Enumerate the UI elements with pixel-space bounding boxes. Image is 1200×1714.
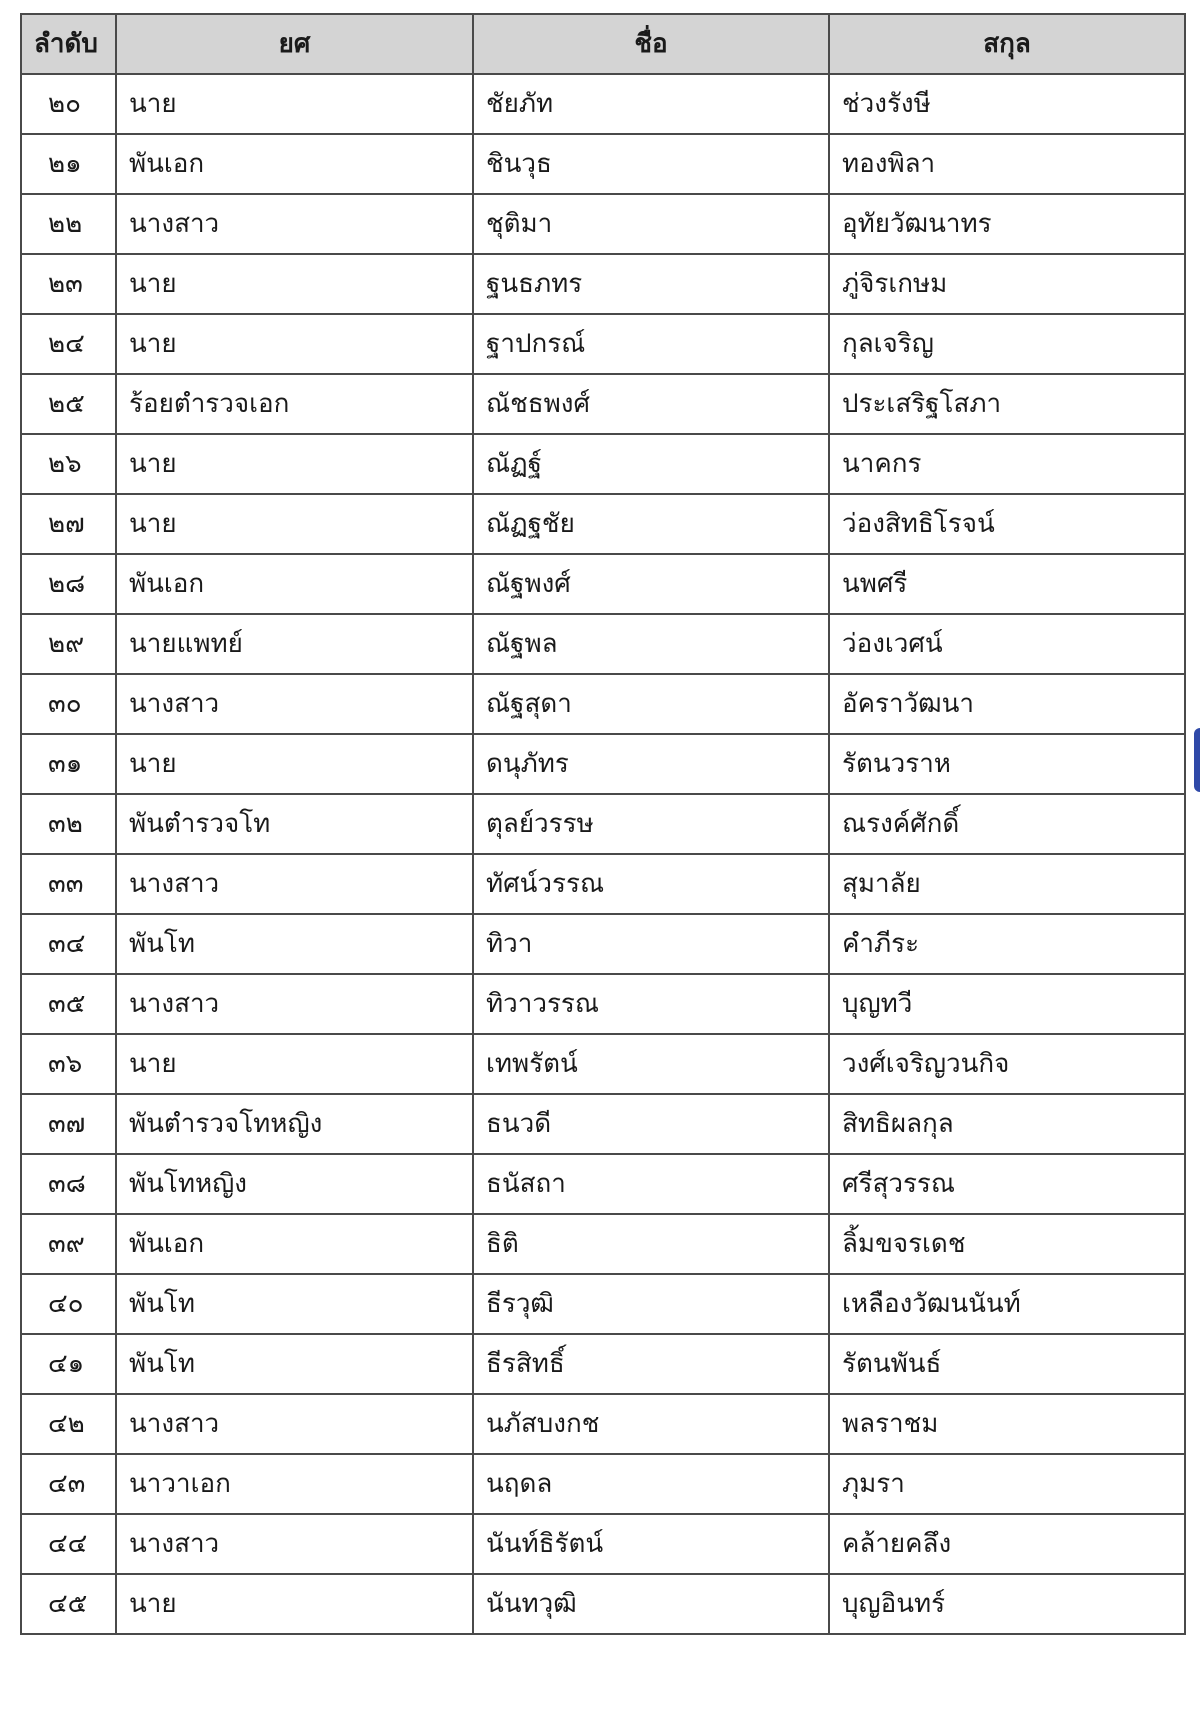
- cell-last-name: อัคราวัฒนา: [829, 674, 1185, 734]
- page-edge-marker: [1194, 728, 1200, 792]
- table-row: [21, 1394, 1185, 1454]
- cell-order: ๒๖: [21, 434, 116, 494]
- cell-first-name: ทิวาวรรณ: [473, 974, 829, 1034]
- cell-rank: นางสาว: [116, 1514, 473, 1574]
- cell-last-name: บุญทวี: [829, 974, 1185, 1034]
- header-first-name: ชื่อ: [473, 14, 829, 74]
- table-row: [21, 854, 1185, 914]
- table-row: [21, 1034, 1185, 1094]
- cell-rank: นายแพทย์: [116, 614, 473, 674]
- header-row: [21, 14, 1185, 74]
- cell-order: ๒๒: [21, 194, 116, 254]
- cell-order: ๓๕: [21, 974, 116, 1034]
- cell-order: ๓๓: [21, 854, 116, 914]
- table-row: [21, 134, 1185, 194]
- table-row: [21, 794, 1185, 854]
- cell-rank: นาย: [116, 1574, 473, 1634]
- cell-order: ๓๘: [21, 1154, 116, 1214]
- cell-last-name: ประเสริฐโสภา: [829, 374, 1185, 434]
- cell-last-name: สุมาลัย: [829, 854, 1185, 914]
- header-rank: ยศ: [116, 14, 473, 74]
- table-row: [21, 1514, 1185, 1574]
- cell-first-name: ณัชธพงศ์: [473, 374, 829, 434]
- cell-last-name: ภู่จิรเกษม: [829, 254, 1185, 314]
- cell-order: ๔๓: [21, 1454, 116, 1514]
- cell-last-name: ว่องเวศน์: [829, 614, 1185, 674]
- cell-first-name: ณัฏฐชัย: [473, 494, 829, 554]
- cell-last-name: ช่วงรังษี: [829, 74, 1185, 134]
- cell-order: ๔๑: [21, 1334, 116, 1394]
- cell-first-name: ชินวุธ: [473, 134, 829, 194]
- cell-first-name: ชุติมา: [473, 194, 829, 254]
- cell-rank: นางสาว: [116, 854, 473, 914]
- cell-first-name: ทิวา: [473, 914, 829, 974]
- cell-rank: พันโท: [116, 1334, 473, 1394]
- cell-rank: นาย: [116, 434, 473, 494]
- cell-order: ๒๓: [21, 254, 116, 314]
- cell-rank: นางสาว: [116, 674, 473, 734]
- cell-rank: พันเอก: [116, 554, 473, 614]
- table-row: [21, 374, 1185, 434]
- cell-last-name: พลราชม: [829, 1394, 1185, 1454]
- cell-rank: พันโท: [116, 1274, 473, 1334]
- header-last-name: สกุล: [829, 14, 1185, 74]
- cell-last-name: กุลเจริญ: [829, 314, 1185, 374]
- cell-last-name: สิทธิผลกุล: [829, 1094, 1185, 1154]
- cell-first-name: ชัยภัท: [473, 74, 829, 134]
- document-page: [20, 13, 1184, 1635]
- cell-first-name: นันท์ธิรัตน์: [473, 1514, 829, 1574]
- cell-order: ๓๑: [21, 734, 116, 794]
- table-row: [21, 1274, 1185, 1334]
- table-row: [21, 974, 1185, 1034]
- cell-rank: นางสาว: [116, 974, 473, 1034]
- cell-order: ๒๕: [21, 374, 116, 434]
- cell-rank: นาย: [116, 254, 473, 314]
- cell-order: ๓๗: [21, 1094, 116, 1154]
- cell-first-name: ณัฐสุดา: [473, 674, 829, 734]
- cell-rank: พันเอก: [116, 1214, 473, 1274]
- cell-first-name: เทพรัตน์: [473, 1034, 829, 1094]
- cell-first-name: ตุลย์วรรษ: [473, 794, 829, 854]
- cell-last-name: ศรีสุวรรณ: [829, 1154, 1185, 1214]
- cell-order: ๒๐: [21, 74, 116, 134]
- table-row: [21, 614, 1185, 674]
- table-row: [21, 254, 1185, 314]
- cell-first-name: ธีรวุฒิ: [473, 1274, 829, 1334]
- table-row: [21, 674, 1185, 734]
- cell-order: ๔๒: [21, 1394, 116, 1454]
- table-row: [21, 434, 1185, 494]
- cell-order: ๒๙: [21, 614, 116, 674]
- cell-last-name: นาคกร: [829, 434, 1185, 494]
- cell-last-name: ทองพิลา: [829, 134, 1185, 194]
- cell-first-name: ณัฐพล: [473, 614, 829, 674]
- cell-order: ๓๖: [21, 1034, 116, 1094]
- cell-last-name: วงศ์เจริญวนกิจ: [829, 1034, 1185, 1094]
- table-row: [21, 194, 1185, 254]
- cell-rank: พันเอก: [116, 134, 473, 194]
- cell-first-name: ฐาปกรณ์: [473, 314, 829, 374]
- cell-rank: พันตำรวจโทหญิง: [116, 1094, 473, 1154]
- cell-order: ๔๔: [21, 1514, 116, 1574]
- table-row: [21, 314, 1185, 374]
- cell-rank: พันตำรวจโท: [116, 794, 473, 854]
- cell-last-name: คล้ายคลึง: [829, 1514, 1185, 1574]
- table-header: [21, 14, 1185, 74]
- cell-order: ๒๑: [21, 134, 116, 194]
- cell-first-name: ดนุภัทร: [473, 734, 829, 794]
- table-body: [21, 74, 1185, 1634]
- table-row: [21, 1214, 1185, 1274]
- name-list-table: [20, 13, 1186, 1635]
- cell-first-name: ณัฐพงศ์: [473, 554, 829, 614]
- cell-rank: นาย: [116, 1034, 473, 1094]
- cell-first-name: นฤดล: [473, 1454, 829, 1514]
- table-row: [21, 554, 1185, 614]
- table-row: [21, 1574, 1185, 1634]
- cell-last-name: ว่องสิทธิโรจน์: [829, 494, 1185, 554]
- table-row: [21, 1334, 1185, 1394]
- cell-rank: นางสาว: [116, 194, 473, 254]
- cell-first-name: ธนวดี: [473, 1094, 829, 1154]
- table-row: [21, 494, 1185, 554]
- cell-last-name: ลิ้มขจรเดช: [829, 1214, 1185, 1274]
- cell-last-name: รัตนพันธ์: [829, 1334, 1185, 1394]
- cell-first-name: ธนัสถา: [473, 1154, 829, 1214]
- cell-order: ๓๒: [21, 794, 116, 854]
- table-row: [21, 914, 1185, 974]
- cell-first-name: นภัสบงกช: [473, 1394, 829, 1454]
- table-row: [21, 1094, 1185, 1154]
- cell-rank: นาย: [116, 314, 473, 374]
- cell-first-name: ฐนธภทร: [473, 254, 829, 314]
- cell-order: ๒๗: [21, 494, 116, 554]
- cell-first-name: ณัฏฐ์: [473, 434, 829, 494]
- cell-first-name: ธีรสิทธิ์: [473, 1334, 829, 1394]
- cell-rank: พันโท: [116, 914, 473, 974]
- cell-first-name: นันทวุฒิ: [473, 1574, 829, 1634]
- cell-first-name: ทัศน์วรรณ: [473, 854, 829, 914]
- cell-last-name: ณรงค์ศักดิ์: [829, 794, 1185, 854]
- cell-last-name: คำภีระ: [829, 914, 1185, 974]
- cell-rank: ร้อยตำรวจเอก: [116, 374, 473, 434]
- cell-rank: นาย: [116, 734, 473, 794]
- cell-rank: นางสาว: [116, 1394, 473, 1454]
- header-order: ลำดับ: [21, 14, 116, 74]
- cell-last-name: เหลืองวัฒนนันท์: [829, 1274, 1185, 1334]
- cell-first-name: ธิติ: [473, 1214, 829, 1274]
- cell-order: ๒๘: [21, 554, 116, 614]
- cell-rank: นาย: [116, 74, 473, 134]
- cell-order: ๒๔: [21, 314, 116, 374]
- table-row: [21, 734, 1185, 794]
- table-row: [21, 1154, 1185, 1214]
- cell-rank: นาย: [116, 494, 473, 554]
- cell-last-name: ภุมรา: [829, 1454, 1185, 1514]
- cell-order: ๔๕: [21, 1574, 116, 1634]
- cell-order: ๓๙: [21, 1214, 116, 1274]
- cell-order: ๓๐: [21, 674, 116, 734]
- cell-order: ๔๐: [21, 1274, 116, 1334]
- cell-last-name: อุทัยวัฒนาทร: [829, 194, 1185, 254]
- cell-rank: พันโทหญิง: [116, 1154, 473, 1214]
- cell-last-name: นพศรี: [829, 554, 1185, 614]
- table-row: [21, 74, 1185, 134]
- cell-last-name: รัตนวราห: [829, 734, 1185, 794]
- cell-last-name: บุญอินทร์: [829, 1574, 1185, 1634]
- table-row: [21, 1454, 1185, 1514]
- cell-rank: นาวาเอก: [116, 1454, 473, 1514]
- cell-order: ๓๔: [21, 914, 116, 974]
